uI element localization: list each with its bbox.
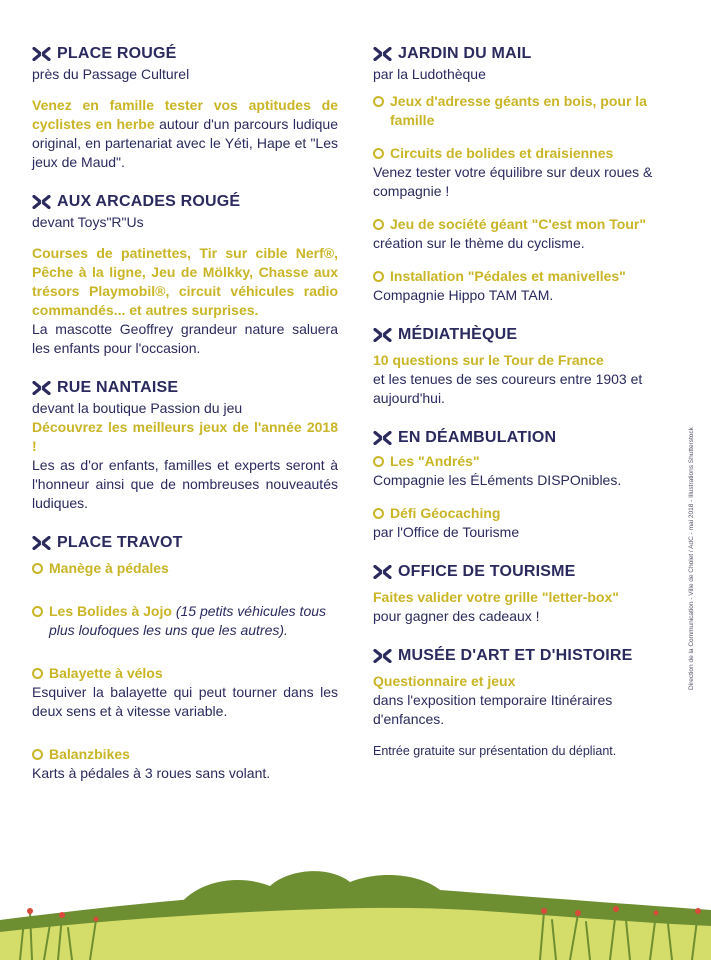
- body-text: Les as d'or enfants, familles et experts seront à l'honneur ainsi que de nombreuses nouveautés ludiques.: [32, 457, 338, 511]
- body-text: dans l'exposition temporaire Itinéraires d'enfances.: [373, 692, 613, 727]
- item-text: Compagnie les ÉLéments DISPOnibles.: [373, 472, 622, 488]
- body-text: autour d'un parcours ludique original, en partenariat avec le Yéti, Hape et "Les jeux de Maud".: [32, 116, 339, 170]
- item-text: Esquiver la balayette qui peut tourner dans les deux sens et à vitesse variable.: [32, 684, 338, 719]
- highlight-text: Questionnaire et jeux: [373, 673, 516, 689]
- list-item: [32, 602, 338, 640]
- cross-icon: [373, 47, 392, 61]
- list-item: [32, 664, 338, 721]
- landscape-illustration: [0, 850, 711, 960]
- item-title: Balanzbikes: [49, 746, 130, 762]
- item-text: Venez tester votre équilibre sur deux roues & compagnie !: [373, 164, 653, 199]
- credit-line: Direction de la Communication - Ville de Cholet / AdC - mai 2018 - Illustrations Shutterstock: [688, 427, 695, 690]
- footnote: Entrée gratuite sur présentation du dépliant.: [373, 744, 617, 758]
- section-title: AUX ARCADES ROUGÉ: [57, 193, 241, 210]
- section-title: OFFICE DE TOURISME: [398, 563, 576, 580]
- highlight-text: Venez en famille tester vos aptitudes de cyclistes en herbe: [32, 97, 338, 132]
- circle-bullet-icon: [32, 606, 43, 617]
- circle-bullet-icon: [373, 148, 384, 159]
- highlight-text: Découvrez les meilleurs jeux de l'année 2018 !: [32, 419, 338, 454]
- section-title: JARDIN DU MAIL: [398, 45, 532, 62]
- body-text: pour gagner des cadeaux !: [373, 608, 540, 624]
- item-text: Compagnie Hippo TAM TAM.: [373, 287, 554, 303]
- cross-icon: [32, 195, 51, 209]
- cross-icon: [373, 565, 392, 579]
- highlight-text: Faites valider votre grille "letter-box": [373, 589, 619, 605]
- item-title: Défi Géocaching: [390, 505, 501, 521]
- item-text: par l'Office de Tourisme: [373, 524, 520, 540]
- section-aux-arcades: [32, 192, 338, 358]
- list-item: [373, 267, 673, 305]
- circle-bullet-icon: [373, 508, 384, 519]
- section-title: PLACE ROUGÉ: [57, 45, 177, 62]
- section-office-tourisme: [373, 562, 673, 626]
- list-item: [32, 745, 338, 783]
- item-title: Installation "Pédales et manivelles": [390, 268, 626, 284]
- item-title: Jeu de société géant "C'est mon Tour": [390, 216, 646, 232]
- list-item: [373, 452, 673, 490]
- section-jardin-du-mail: [373, 44, 673, 305]
- list-item: [373, 92, 673, 130]
- circle-bullet-icon: [373, 219, 384, 230]
- section-title: EN DÉAMBULATION: [398, 429, 557, 446]
- circle-bullet-icon: [32, 563, 43, 574]
- item-title: Manège à pédales: [49, 560, 169, 576]
- section-mediatheque: [373, 325, 673, 408]
- section-place-rouge: [32, 44, 338, 172]
- section-en-deambulation: [373, 428, 673, 542]
- item-title: Balayette à vélos: [49, 665, 163, 681]
- section-subtitle: près du Passage Culturel: [32, 66, 190, 82]
- section-rue-nantaise: [32, 378, 338, 513]
- cross-icon: [373, 649, 392, 663]
- cross-icon: [32, 536, 51, 550]
- section-title: RUE NANTAISE: [57, 379, 179, 396]
- circle-bullet-icon: [373, 271, 384, 282]
- section-subtitle: devant Toys"R"Us: [32, 214, 144, 230]
- right-column: [373, 44, 673, 780]
- body-text: La mascotte Geoffrey grandeur nature saluera les enfants pour l'occasion.: [32, 321, 338, 356]
- list-item: [373, 504, 673, 542]
- cross-icon: [32, 47, 51, 61]
- section-musee: [373, 646, 673, 760]
- item-title: Les Bolides à Jojo: [49, 603, 172, 619]
- body-text: et les tenues de ses coureurs entre 1903 et aujourd'hui.: [373, 371, 643, 406]
- section-title: MÉDIATHÈQUE: [398, 326, 518, 343]
- list-item: [373, 215, 673, 253]
- item-text: Karts à pédales à 3 roues sans volant.: [32, 765, 271, 781]
- highlight-text: Courses de patinettes, Tir sur cible Nerf®, Pêche à la ligne, Jeu de Mölkky, Chasse aux trésors Playmobil®, circuit véhicules radio commandés... et autres surprises.: [32, 245, 338, 318]
- item-title: Jeux d'adresse géants en bois, pour la famille: [390, 93, 647, 128]
- cross-icon: [32, 381, 51, 395]
- item-note: (15 petits véhicules tous plus loufoques les uns que les autres).: [49, 603, 327, 638]
- section-body: [32, 96, 338, 172]
- section-subtitle: devant la boutique Passion du jeu: [32, 400, 243, 416]
- item-text: création sur le thème du cyclisme.: [373, 235, 585, 251]
- section-title: PLACE TRAVOT: [57, 534, 183, 551]
- section-subtitle: par la Ludothèque: [373, 66, 486, 82]
- cross-icon: [373, 431, 392, 445]
- list-item: [373, 144, 673, 201]
- section-title: MUSÉE D'ART ET D'HISTOIRE: [398, 647, 633, 664]
- circle-bullet-icon: [373, 456, 384, 467]
- cross-icon: [373, 328, 392, 342]
- left-column: [32, 44, 338, 803]
- circle-bullet-icon: [32, 668, 43, 679]
- circle-bullet-icon: [32, 749, 43, 760]
- item-title: Circuits de bolides et draisiennes: [390, 145, 614, 161]
- section-place-travot: [32, 533, 338, 783]
- circle-bullet-icon: [373, 96, 384, 107]
- list-item: [32, 559, 338, 578]
- highlight-text: 10 questions sur le Tour de France: [373, 352, 604, 368]
- item-title: Les "Andrés": [390, 453, 480, 469]
